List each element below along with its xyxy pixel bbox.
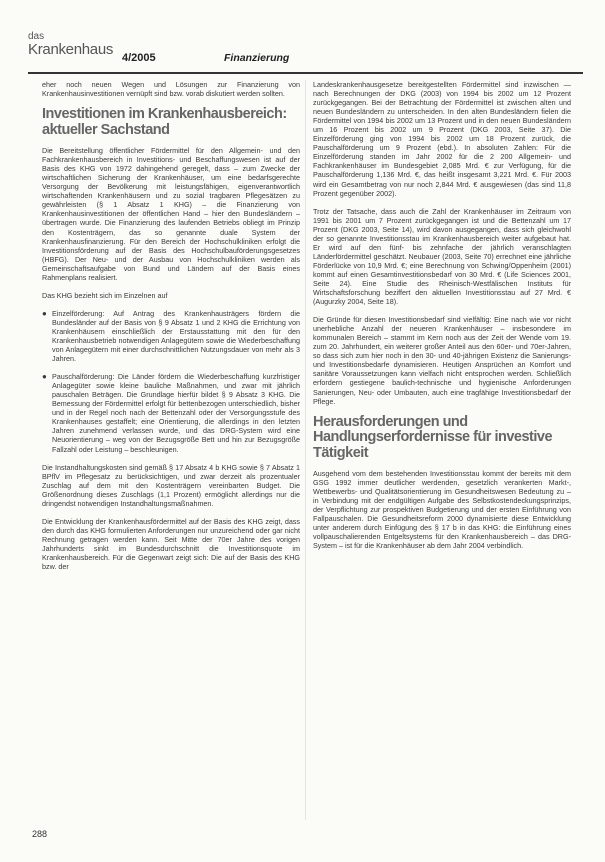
logo-main-text: Krankenhaus xyxy=(28,41,114,58)
bullet-icon: ● xyxy=(42,308,47,318)
journal-logo xyxy=(28,32,113,57)
paragraph: Das KHG bezieht sich im Einzelnen auf xyxy=(42,290,168,300)
page-header xyxy=(28,31,583,74)
issue-number: 4/2005 xyxy=(122,52,156,64)
list-item-text: Einzelförderung: Auf Antrag des Krankenhausträgers fördern die Bundesländer auf der Basis von § 9 Absatz 1 und 2 KHG die Errichtung von Krankenhäusern einschließlich der Erstausstattung mit den für den Krankenhausbetrieb notwendigen Anlagegütern sowie die Wiederbeschaffung von Anlagegütern mit einer durchschnittlichen Nutzungsdauer von mehr als 3 Jahren. xyxy=(52,308,300,364)
paragraph: Die Bereitstellung öffentlicher Fördermittel für den Allgemein- und den Fachkrankenhausbereich in Investitions- und Beschaffungswesen ist auf der Basis des KHG von 1972 dahingehend geregelt, dass – zum Zwecke der wirtschaftlichen Sicherung der Krankenhäuser, um eine bedarfsgerechte Versorgung der Bevölkerung mit leistungsfähigen, eigenverantwortlich wirtschaftenden Krankenhäusern und zu sozial tragbaren Pflegesätzen zu gewährleisten (§ 1 Absatz 1 KHG) – die Finanzierung von Krankenhausinvestitionen der öffentlichen Hand – hier den Bundesländern – übertragen wurde. Die Finanzierung des laufenden Betriebs obliegt im Prinzip den Kostenträgern, das so genannte duale System der Krankenhausfinanzierung. Für den Bereich der Hochschulkliniken erfolgt die Investitionsförderung auf der Basis des Hochschulbauförderungsgesetzes (HBFG). Der Neu- und der Ausbau von Hochschulkliniken werden als Gemeinschaftsaufgabe von Bund und Ländern auf der Basis eines Rahmenplans realisiert. xyxy=(42,146,300,282)
list-item-text: Pauschalförderung: Die Länder fördern die Wiederbeschaffung kurzfristiger Anlagegüter sowie kleine bauliche Maßnahmen, und zwar mit jährlich pauschalen Beträgen. Die Grundlage hierfür bildet § 9 Absatz 3 KHG. Die Bemessung der Fördermittel erfolgt für bettenbezogen unterschiedlich, bisher und in der Regel noch nach der Bettenzahl oder der Versorgungsstufe des Krankenhauses gestaffelt; eine Orientierung, die allerdings in den letzten Jahren zunehmend verlassen wurde, und das DRG-System wird eine Neuorientierung – weg von der Bezugsgröße Bett und hin zur Bezugsgröße Fallzahl oder Leistung – beschleunigen. xyxy=(52,372,300,454)
section-title: Finanzierung xyxy=(224,52,290,64)
paragraph: Landeskrankenhausgesetze bereitgestellten Fördermittel sind inzwischen — nach Berechnungen der DKG (2003) von 1994 bis 2002 um 12 Prozent zurückgegangen. Bei der Betrachtung der Fördermittel ist zwischen alten und neuen Bundesländern zu unterscheiden. In den alten Bundesländern fielen die Fördermittel von 1994 bis 2002 um 13 Prozent und in den neuen Bundesländern um 16 Prozent bis 2002 um 9 Prozent (DKG 2003, Seite 37). Die Einzelförderung ging von 1994 bis 2002 um 18 Prozent zurück, die Pauschalförderung um 9 Prozent (ebd.). In absoluten Zahlen: Für die Einzelförderung standen im Jahr 2002 für die 2 200 Allgemein- und Fachkrankenhäuser im Bundesgebiet 2,085 Mrd. € zur Verfügung, für die Pauschalförderung 1,136 Mrd. €, das heißt insgesamt 3,221 Mrd. €. Für 2003 wird ein Gesamtbetrag von nur noch 2,844 Mrd. € ausgewiesen (das sind 11,8 Prozent gegenüber 2002). xyxy=(313,80,571,198)
paragraph: Die Instandhaltungskosten sind gemäß § 17 Absatz 4 b KHG sowie § 7 Absatz 1 BPflV im Pflegesatz zu berücksichtigen, und zwar derzeit als prozentualer Zuschlag auf dem mit den Kostenträgern vereinbarten Budget. Die Größenordnung dieses Zuschlags (1,1 Prozent) ermöglicht allerdings nur die dringendst notwendigen Instandhaltungsmaßnahmen. xyxy=(42,462,300,508)
right-column xyxy=(313,80,571,560)
paragraph: eher noch neuen Wegen und Lösungen zur Finanzierung von Krankenhausinvestitionen vernüpft sind bzw. vorab diskutiert werden sollten. xyxy=(42,80,300,99)
list-item xyxy=(42,372,300,453)
left-column xyxy=(42,80,300,580)
section-heading: Investitionen im Krankenhausbereich: aktueller Sachstand xyxy=(42,106,287,138)
list-item xyxy=(42,309,300,363)
bullet-list xyxy=(42,309,300,454)
paragraph: Die Gründe für diesen Investitionsbedarf sind vielfältig: Eine nach wie vor nicht unerhebliche Anzahl der neueren Krankenhäuser – insbesondere im kommunalen Bereich – stammt im Kern noch aus der Zeit der Wende vom 19. zum 20. Jahrhundert, ein weiterer großer Anteil aus den 60er- und 70er-Jahren, so dass sich zum hier noch in den 30- und 40-jährigen Existenz die Sanierungs- und Investitionsbedarfe dynamisieren. Heutigen Ansprüchen an Komfort und sanitäre Voraussetzungen kann vielfach nicht entsprochen werden. Schließlich erfordern gestiegene baulich-technische und hygienische Anforderungen Sanierungen, Neu- oder Umbauten, auch eine tragfähige Investitionsbedarf der Pflege. xyxy=(313,315,571,406)
logo-small-text: das xyxy=(28,31,45,42)
page-number: 288 xyxy=(32,829,48,839)
section-heading: Herausforderungen und Handlungserfordernisse für investive Tätigkeit xyxy=(313,413,553,461)
paragraph: Trotz der Tatsache, dass auch die Zahl der Krankenhäuser im Zeitraum von 1991 bis 2001 um 7 Prozent zurückgegangen ist und die Bettenzahl um 17 Prozent (DKG 2003, Seite 14), wird davon ausgegangen, dass sich gleichwohl der so genannte Investitionsstau im Krankenhausbereich weiter aufgebaut hat. Er wird auf den fünf- bis zehnfache der jährlich veranschlagten Länderfördermittel geschätzt. Neubauer (2003, Seite 70) errechnet eine jährliche Förderlücke von 10,9 Mrd. €; eine Berechnung von Schwing/Oppenheim (2001) kommt auf einen Gesamtinvestitionsbedarf von 30 Mrd. € (Life Sciences 2001, Seite 24). Eine Studie des Rheinisch-Westfälischen Instituts für Wirtschaftsforschung beziffert den aktuellen Investitionsstau auf 27 Mrd. € (Augurzky 2004, Seite 18). xyxy=(313,206,571,307)
paragraph: Ausgehend vom dem bestehenden Investitionsstau kommt der bereits mit dem GSG 1992 immer deutlicher werdenden, gesetzlich verankerten Markt-, Wettbewerbs- und Qualitätsorientierung im Gesundheitswesen Bedeutung zu – in Verbindung mit der endgültigen Aufgabe des Selbstkostendeckungsprinzips, der Verpflichtung zur prospektiven Budgetierung und der ersten Einführung von Fallpauschalen. Die Gesundheitsreform 2000 dynamisierte diese Entwicklung unter anderem durch Einfügung des § 17 b in das KHG: die Einführung eines vollpauschalierenden Entgeltsystems für den Krankenhausbereich – das DRG-System – ist für die Krankenhäuser ab dem Jahr 2004 verbindlich. xyxy=(313,469,571,551)
paragraph: Die Entwicklung der Krankenhausfördermittel auf der Basis des KHG zeigt, dass den durch das KHG formulierten Anforderungen nur unzureichend oder gar nicht Rechnung getragen werden kann. Seit Mitte der 70er Jahre des vorigen Jahrhunderts sinkt im Bundesdurchschnitt die Investitionsquote im Krankenhausbereich. Für die Gegenwart zeigt sich: Die auf der Basis des KHG bzw. der xyxy=(42,516,300,572)
column-divider xyxy=(305,80,306,820)
bullet-icon: ● xyxy=(42,372,47,382)
